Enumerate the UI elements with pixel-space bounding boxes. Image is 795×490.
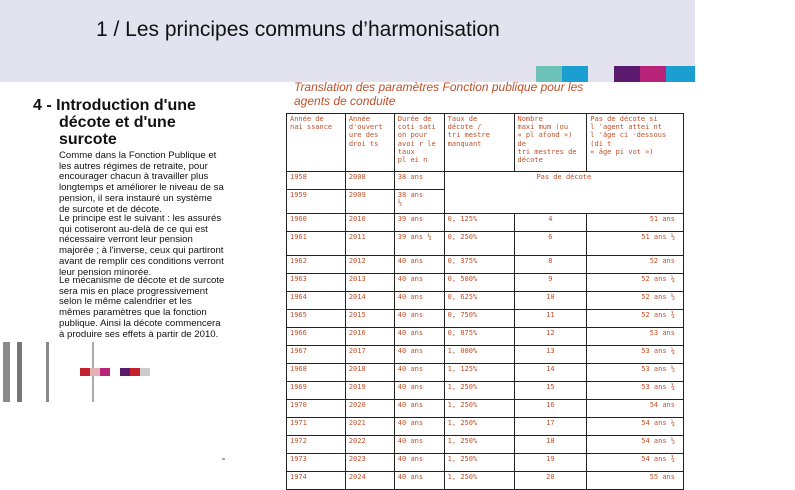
- text-line: Comme dans la Fonction Publique et: [59, 150, 217, 161]
- text-line: majorée ; à l'inverse, ceux qui partiront: [59, 245, 224, 257]
- cell-duration: 40 ans: [394, 472, 444, 490]
- cell-duration: 39 ans: [394, 214, 444, 232]
- section-title: [33, 97, 248, 148]
- table-row: [287, 382, 684, 400]
- header-text: Année de: [290, 115, 324, 123]
- cell-decote-rate: 1, 000%: [444, 346, 514, 364]
- cell-duration: 40 ans: [394, 256, 444, 274]
- header-text: manquant: [447, 139, 482, 148]
- text-line: longtemps et améliorer le niveau de sa: [59, 182, 224, 194]
- cell-max-quarters: 16: [514, 400, 587, 418]
- cell-decote-rate: 0, 250%: [444, 232, 514, 256]
- cell-open-year: 2008: [345, 172, 394, 190]
- paragraph-3: [59, 276, 264, 340]
- cell-max-quarters: 12: [514, 328, 587, 346]
- decor-bar: [3, 342, 10, 402]
- cell-birth-year: 1963: [287, 274, 346, 292]
- cell-max-quarters: 9: [514, 274, 587, 292]
- header-text: d'ouvert: [348, 123, 383, 132]
- cell-decote-rate: 1, 250%: [444, 436, 514, 454]
- cell-duration: 40 ans: [394, 454, 444, 472]
- text-line: qui cotiseront au-delà de ce qui est: [59, 223, 208, 235]
- cell-open-year: 2024: [345, 472, 394, 490]
- cell-pivot-age: 54 ans ¾: [587, 454, 684, 472]
- table-row: [287, 256, 684, 274]
- text-line: sera mis en place progressivement: [59, 285, 208, 297]
- cell-decote-rate: 0, 500%: [444, 274, 514, 292]
- table-row: [287, 328, 684, 346]
- decor-square: [140, 368, 150, 376]
- cell-pivot-age: 52 ans ¼: [587, 274, 684, 292]
- text-line: les autres régimes de retraite, pour: [59, 160, 208, 172]
- slide-title: 1 / Les principes communs d’harmonisation: [96, 18, 500, 41]
- cell-decote-rate: 0, 375%: [444, 256, 514, 274]
- cell-pivot-age: 54 ans ¼: [587, 418, 684, 436]
- table-title-line: agents de conduite: [294, 94, 396, 108]
- cell-pivot-age: 52 ans: [587, 256, 684, 274]
- text-line: avant de remplir ces conditions verront: [59, 255, 224, 267]
- cell-pivot-age: 52 ans ¾: [587, 310, 684, 328]
- decor-square: [130, 368, 140, 376]
- cell-open-year: 2012: [345, 256, 394, 274]
- cell-birth-year: 1967: [287, 346, 346, 364]
- cell-duration: 38 ans: [394, 172, 444, 190]
- decote-table: [286, 113, 684, 490]
- header-text: Taux de: [447, 115, 478, 123]
- cell-open-year: 2016: [345, 328, 394, 346]
- table-row: [287, 436, 684, 454]
- cell-max-quarters: 10: [514, 292, 587, 310]
- decor-dot: [222, 458, 225, 460]
- cell-decote-rate: 0, 875%: [444, 328, 514, 346]
- cell-duration: [394, 190, 444, 214]
- cell-duration: 40 ans: [394, 346, 444, 364]
- header-text: tri mestre: [447, 131, 490, 140]
- cell-decote-rate: 1, 125%: [444, 364, 514, 382]
- cell-max-quarters: 4: [514, 214, 587, 232]
- cell-birth-year: 1974: [287, 472, 346, 490]
- cell-birth-year: 1960: [287, 214, 346, 232]
- decor-bar: [46, 342, 49, 402]
- cell-max-quarters: 15: [514, 382, 587, 400]
- paragraph-1: [59, 151, 264, 215]
- decor-square: [90, 368, 100, 376]
- cell-open-year: 2018: [345, 364, 394, 382]
- decor-square: [120, 368, 130, 376]
- cell-decote-rate: 0, 750%: [444, 310, 514, 328]
- cell-pivot-age: 53 ans ¾: [587, 382, 684, 400]
- section-title-line: décote et d'une: [59, 114, 176, 131]
- cell-open-year: 2022: [345, 436, 394, 454]
- table-row: [287, 400, 684, 418]
- header-text: taux: [397, 147, 415, 156]
- header-text: avoi r le: [397, 139, 436, 148]
- header-text: pl ei n: [397, 156, 428, 165]
- cell-birth-year: 1973: [287, 454, 346, 472]
- table-row: [287, 346, 684, 364]
- cell-birth-year: 1958: [287, 172, 346, 190]
- cell-pivot-age: 53 ans ½: [587, 364, 684, 382]
- header-text: nai ssance: [290, 123, 333, 132]
- cell-duration: 40 ans: [394, 436, 444, 454]
- header-cell: [394, 114, 444, 172]
- cell-decote-rate: 1, 250%: [444, 454, 514, 472]
- table-row: [287, 310, 684, 328]
- header-text: l 'âge ci -dessous: [590, 131, 667, 140]
- cell-open-year: 2014: [345, 292, 394, 310]
- table-row: [287, 472, 684, 490]
- table-row: [287, 172, 684, 190]
- cell-duration: 40 ans: [394, 400, 444, 418]
- text-line: à produire ses effets à partir de 2010.: [59, 328, 219, 340]
- cell-birth-year: 1969: [287, 382, 346, 400]
- header-cell: [444, 114, 514, 172]
- cell-birth-year: 1964: [287, 292, 346, 310]
- cell-birth-year: 1972: [287, 436, 346, 454]
- cell-open-year: 2009: [345, 190, 394, 214]
- cell-open-year: 2015: [345, 310, 394, 328]
- header-text: décote /: [447, 123, 482, 132]
- cell-pivot-age: 53 ans: [587, 328, 684, 346]
- cell-max-quarters: 18: [514, 436, 587, 454]
- text-line: Le principe est le suivant : les assurés: [59, 213, 222, 224]
- cell-duration: 40 ans: [394, 382, 444, 400]
- cell-duration: 39 ans ½: [394, 232, 444, 256]
- header-cell: [514, 114, 587, 172]
- cell-birth-year: 1965: [287, 310, 346, 328]
- cell-max-quarters: 20: [514, 472, 587, 490]
- paragraph-2: [59, 214, 264, 278]
- header-text: Année: [348, 115, 370, 123]
- cell-decote-rate: 1, 250%: [444, 472, 514, 490]
- header-text: coti sati: [397, 123, 436, 132]
- cell-birth-year: 1968: [287, 364, 346, 382]
- cell-duration: 40 ans: [394, 364, 444, 382]
- text-line: encourager chacun à travailler plus: [59, 171, 209, 183]
- cell-decote-rate: 0, 625%: [444, 292, 514, 310]
- cell-pivot-age: 55 ans: [587, 472, 684, 490]
- cell-open-year: 2010: [345, 214, 394, 232]
- cell-duration: 40 ans: [394, 292, 444, 310]
- table-title-line: Translation des paramètres Fonction publique pour les: [294, 80, 584, 94]
- cell-max-quarters: 19: [514, 454, 587, 472]
- right-margin: [695, 0, 795, 461]
- table-row: [287, 364, 684, 382]
- text-line: Le mécanisme de décote et de surcote: [59, 275, 225, 286]
- text-line: de surcote et de décote.: [59, 203, 162, 215]
- header-cell: [287, 114, 346, 172]
- cell-birth-year: 1962: [287, 256, 346, 274]
- cell-birth-year: 1966: [287, 328, 346, 346]
- header-text: Nombre: [517, 115, 543, 123]
- table-row: [287, 214, 684, 232]
- header-text: maxi mum (ou: [517, 123, 569, 132]
- cell-open-year: 2019: [345, 382, 394, 400]
- cell-decote-rate: 0, 125%: [444, 214, 514, 232]
- table-body: [287, 214, 684, 490]
- text-line: mêmes paramètres que la fonction: [59, 307, 207, 319]
- cell-open-year: 2020: [345, 400, 394, 418]
- duration-text: 38 ans: [397, 191, 424, 199]
- cell-open-year: 2013: [345, 274, 394, 292]
- header-cell: [345, 114, 394, 172]
- decor-square: [100, 368, 110, 376]
- header-text: de: [517, 139, 526, 148]
- cell-max-quarters: 8: [514, 256, 587, 274]
- table-title: [294, 80, 654, 108]
- cell-pivot-age: 53 ans ¼: [587, 346, 684, 364]
- header-text: on pour: [397, 131, 428, 140]
- cell-decote-rate: 1, 250%: [444, 418, 514, 436]
- cell-decote-rate: 1, 250%: [444, 382, 514, 400]
- text-line: selon le même calendrier et les: [59, 296, 192, 308]
- cell-duration: 40 ans: [394, 418, 444, 436]
- table-row: [287, 454, 684, 472]
- cell-birth-year: 1959: [287, 190, 346, 214]
- header-text: l 'agent attei nt: [590, 123, 662, 132]
- cell-max-quarters: 17: [514, 418, 587, 436]
- cell-pivot-age: 51 ans: [587, 214, 684, 232]
- header-text: décote: [517, 156, 543, 165]
- header-text: « âge pi vot »): [590, 147, 654, 156]
- cell-duration: 40 ans: [394, 328, 444, 346]
- header-text: droi ts: [348, 139, 379, 148]
- table-row: [287, 418, 684, 436]
- duration-text: ½: [397, 199, 403, 208]
- cell-open-year: 2023: [345, 454, 394, 472]
- text-line: leur pension minorée.: [59, 266, 152, 278]
- text-line: nécessaire verront leur pension: [59, 234, 193, 246]
- cell-max-quarters: 13: [514, 346, 587, 364]
- cell-open-year: 2011: [345, 232, 394, 256]
- header-text: (di t: [590, 139, 612, 148]
- header-text: Pas de décote si: [590, 115, 658, 123]
- cell-open-year: 2017: [345, 346, 394, 364]
- cell-duration: 40 ans: [394, 310, 444, 328]
- cell-max-quarters: 6: [514, 232, 587, 256]
- section-title-line: 4 - Introduction d'une: [33, 97, 196, 114]
- header-text: tri mestres de: [517, 147, 577, 156]
- header-text: « pl afond »): [517, 131, 573, 140]
- cell-pivot-age: 54 ans: [587, 400, 684, 418]
- section-title-line: surcote: [59, 131, 117, 148]
- color-bar-cyan: [666, 66, 695, 82]
- text-line: pension, il sera instauré un système: [59, 192, 213, 204]
- cell-pivot-age: 52 ans ½: [587, 292, 684, 310]
- cell-birth-year: 1971: [287, 418, 346, 436]
- cell-max-quarters: 11: [514, 310, 587, 328]
- table-header-row: [287, 114, 684, 172]
- text-line: publique. Ainsi la décote commencera: [59, 317, 221, 329]
- cell-birth-year: 1961: [287, 232, 346, 256]
- cell-birth-year: 1970: [287, 400, 346, 418]
- table-row: [287, 292, 684, 310]
- header-text: Durée de: [397, 115, 432, 123]
- cell-no-decote: Pas de décote: [444, 172, 683, 214]
- cell-decote-rate: 1, 250%: [444, 400, 514, 418]
- cell-duration: 40 ans: [394, 274, 444, 292]
- cell-max-quarters: 14: [514, 364, 587, 382]
- table-row: [287, 232, 684, 256]
- table-row: [287, 274, 684, 292]
- decor-square: [80, 368, 90, 376]
- cell-pivot-age: 51 ans ½: [587, 232, 684, 256]
- cell-pivot-age: 54 ans ½: [587, 436, 684, 454]
- decor-bar: [17, 342, 22, 402]
- cell-open-year: 2021: [345, 418, 394, 436]
- header-text: ure des: [348, 131, 379, 140]
- header-cell: [587, 114, 684, 172]
